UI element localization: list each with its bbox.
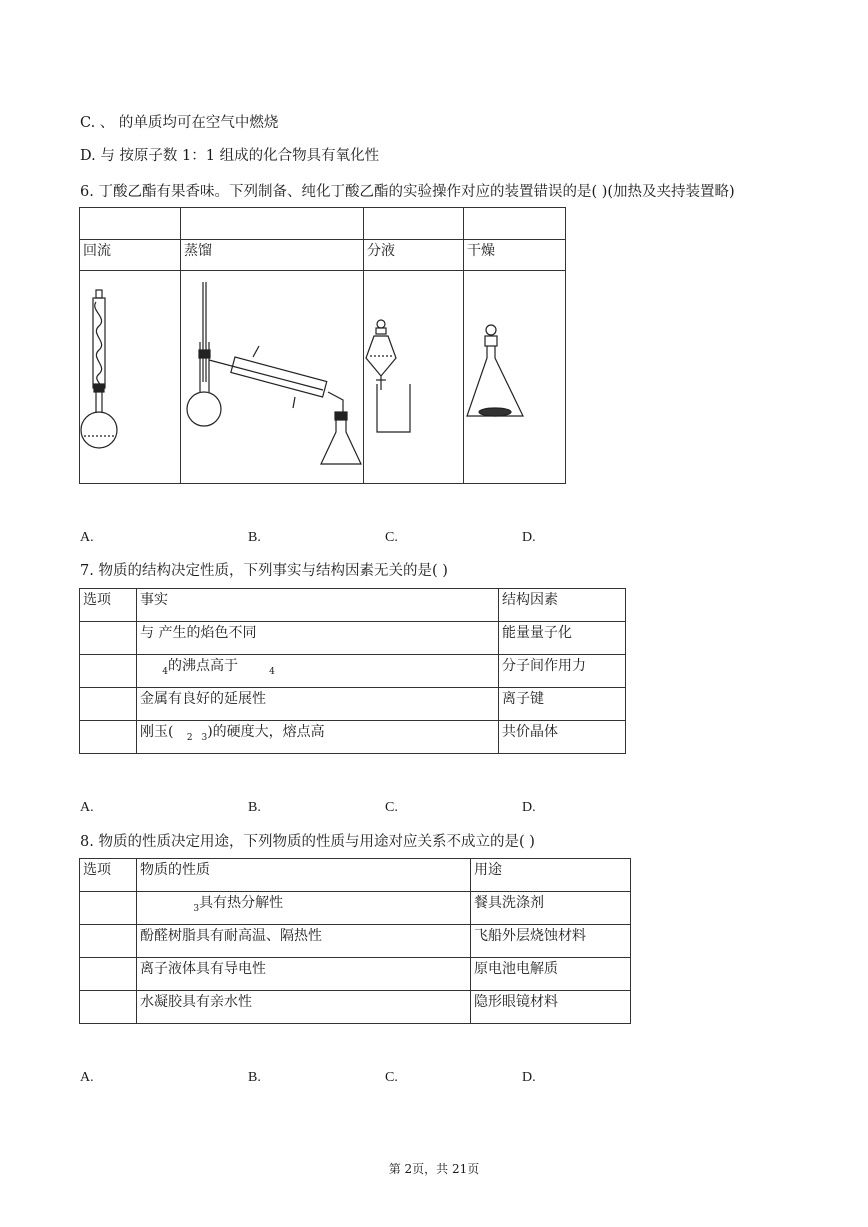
distillation-apparatus-icon <box>183 282 363 477</box>
subscript: 4 <box>162 666 168 677</box>
q6-option-a[interactable]: A. <box>80 530 94 545</box>
subscript: 2 <box>186 732 193 743</box>
use-row-1: 餐具洗涤剂 <box>471 892 631 925</box>
q7-option-c[interactable]: C. <box>385 800 398 815</box>
q8-option-b[interactable]: B. <box>248 1070 261 1085</box>
factor-row-1: 能量量子化 <box>499 622 626 655</box>
use-row-4: 隐形眼镜材料 <box>471 991 631 1024</box>
q6-option-b[interactable]: B. <box>248 530 261 545</box>
q6-option-c[interactable]: C. <box>385 530 398 545</box>
question-8-stem: 8. 物质的性质决定用途，下列物质的性质与用途对应关系不成立的是( ) <box>80 834 535 850</box>
q8-option-d[interactable]: D. <box>522 1070 536 1085</box>
header-option: 选项 <box>80 859 137 892</box>
q7-option-b[interactable]: B. <box>248 800 261 815</box>
header-reflux: 回流 <box>80 240 181 271</box>
q8-option-c[interactable]: C. <box>385 1070 398 1085</box>
q8-option-a[interactable]: A. <box>80 1070 94 1085</box>
drying-flask-icon <box>465 322 535 432</box>
header-distillation: 蒸馏 <box>181 240 364 271</box>
header-option: 选项 <box>80 589 137 622</box>
question-6-stem: 6. 丁酸乙酯有果香味。下列制备、纯化丁酸乙酯的实验操作对应的装置错误的是( )(加热及夹持装置略) <box>80 184 735 200</box>
fact-row-3: 金属有良好的延展性 <box>137 688 499 721</box>
q8-table <box>79 858 631 1024</box>
option-c-line: C. 、 的单质均可在空气中燃烧 <box>80 115 279 131</box>
fact-row-4: 刚玉( $_2$ $_3$)的硬度大，熔点高 <box>137 721 499 754</box>
use-row-3: 原电池电解质 <box>471 958 631 991</box>
reflux-apparatus-icon <box>80 288 120 478</box>
question-7-stem: 7. 物质的结构决定性质，下列事实与结构因素无关的是( ) <box>80 563 448 579</box>
use-row-2: 飞船外层烧蚀材料 <box>471 925 631 958</box>
property-row-2: 酚醛树脂具有耐高温、隔热性 <box>137 925 471 958</box>
fact-row-1: 与 产生的焰色不同 <box>137 622 499 655</box>
property-row-3: 离子液体具有导电性 <box>137 958 471 991</box>
property-row-1: $_3$具有热分解性 <box>137 892 471 925</box>
page-footer: 第 2页，共 21页 <box>388 1162 480 1176</box>
header-property: 物质的性质 <box>137 859 471 892</box>
header-drying: 干燥 <box>464 240 566 271</box>
subscript: 3 <box>201 732 208 743</box>
option-d-line: D. 与 按原子数 1：1 组成的化合物具有氧化性 <box>80 148 380 164</box>
subscript: 4 <box>269 666 275 677</box>
header-factor: 结构因素 <box>499 589 626 622</box>
subscript: 3 <box>193 903 200 914</box>
factor-row-3: 离子键 <box>499 688 626 721</box>
fact-row-2: $_4$的沸点高于 $_4$ <box>137 655 499 688</box>
q7-option-d[interactable]: D. <box>522 800 536 815</box>
separatory-funnel-icon <box>366 318 426 438</box>
q6-option-d[interactable]: D. <box>522 530 536 545</box>
header-fact: 事实 <box>137 589 499 622</box>
factor-row-4: 共价晶体 <box>499 721 626 754</box>
q7-option-a[interactable]: A. <box>80 800 94 815</box>
header-separation: 分液 <box>364 240 464 271</box>
header-use: 用途 <box>471 859 631 892</box>
q7-table <box>79 588 626 754</box>
factor-row-2: 分子间作用力 <box>499 655 626 688</box>
property-row-4: 水凝胶具有亲水性 <box>137 991 471 1024</box>
